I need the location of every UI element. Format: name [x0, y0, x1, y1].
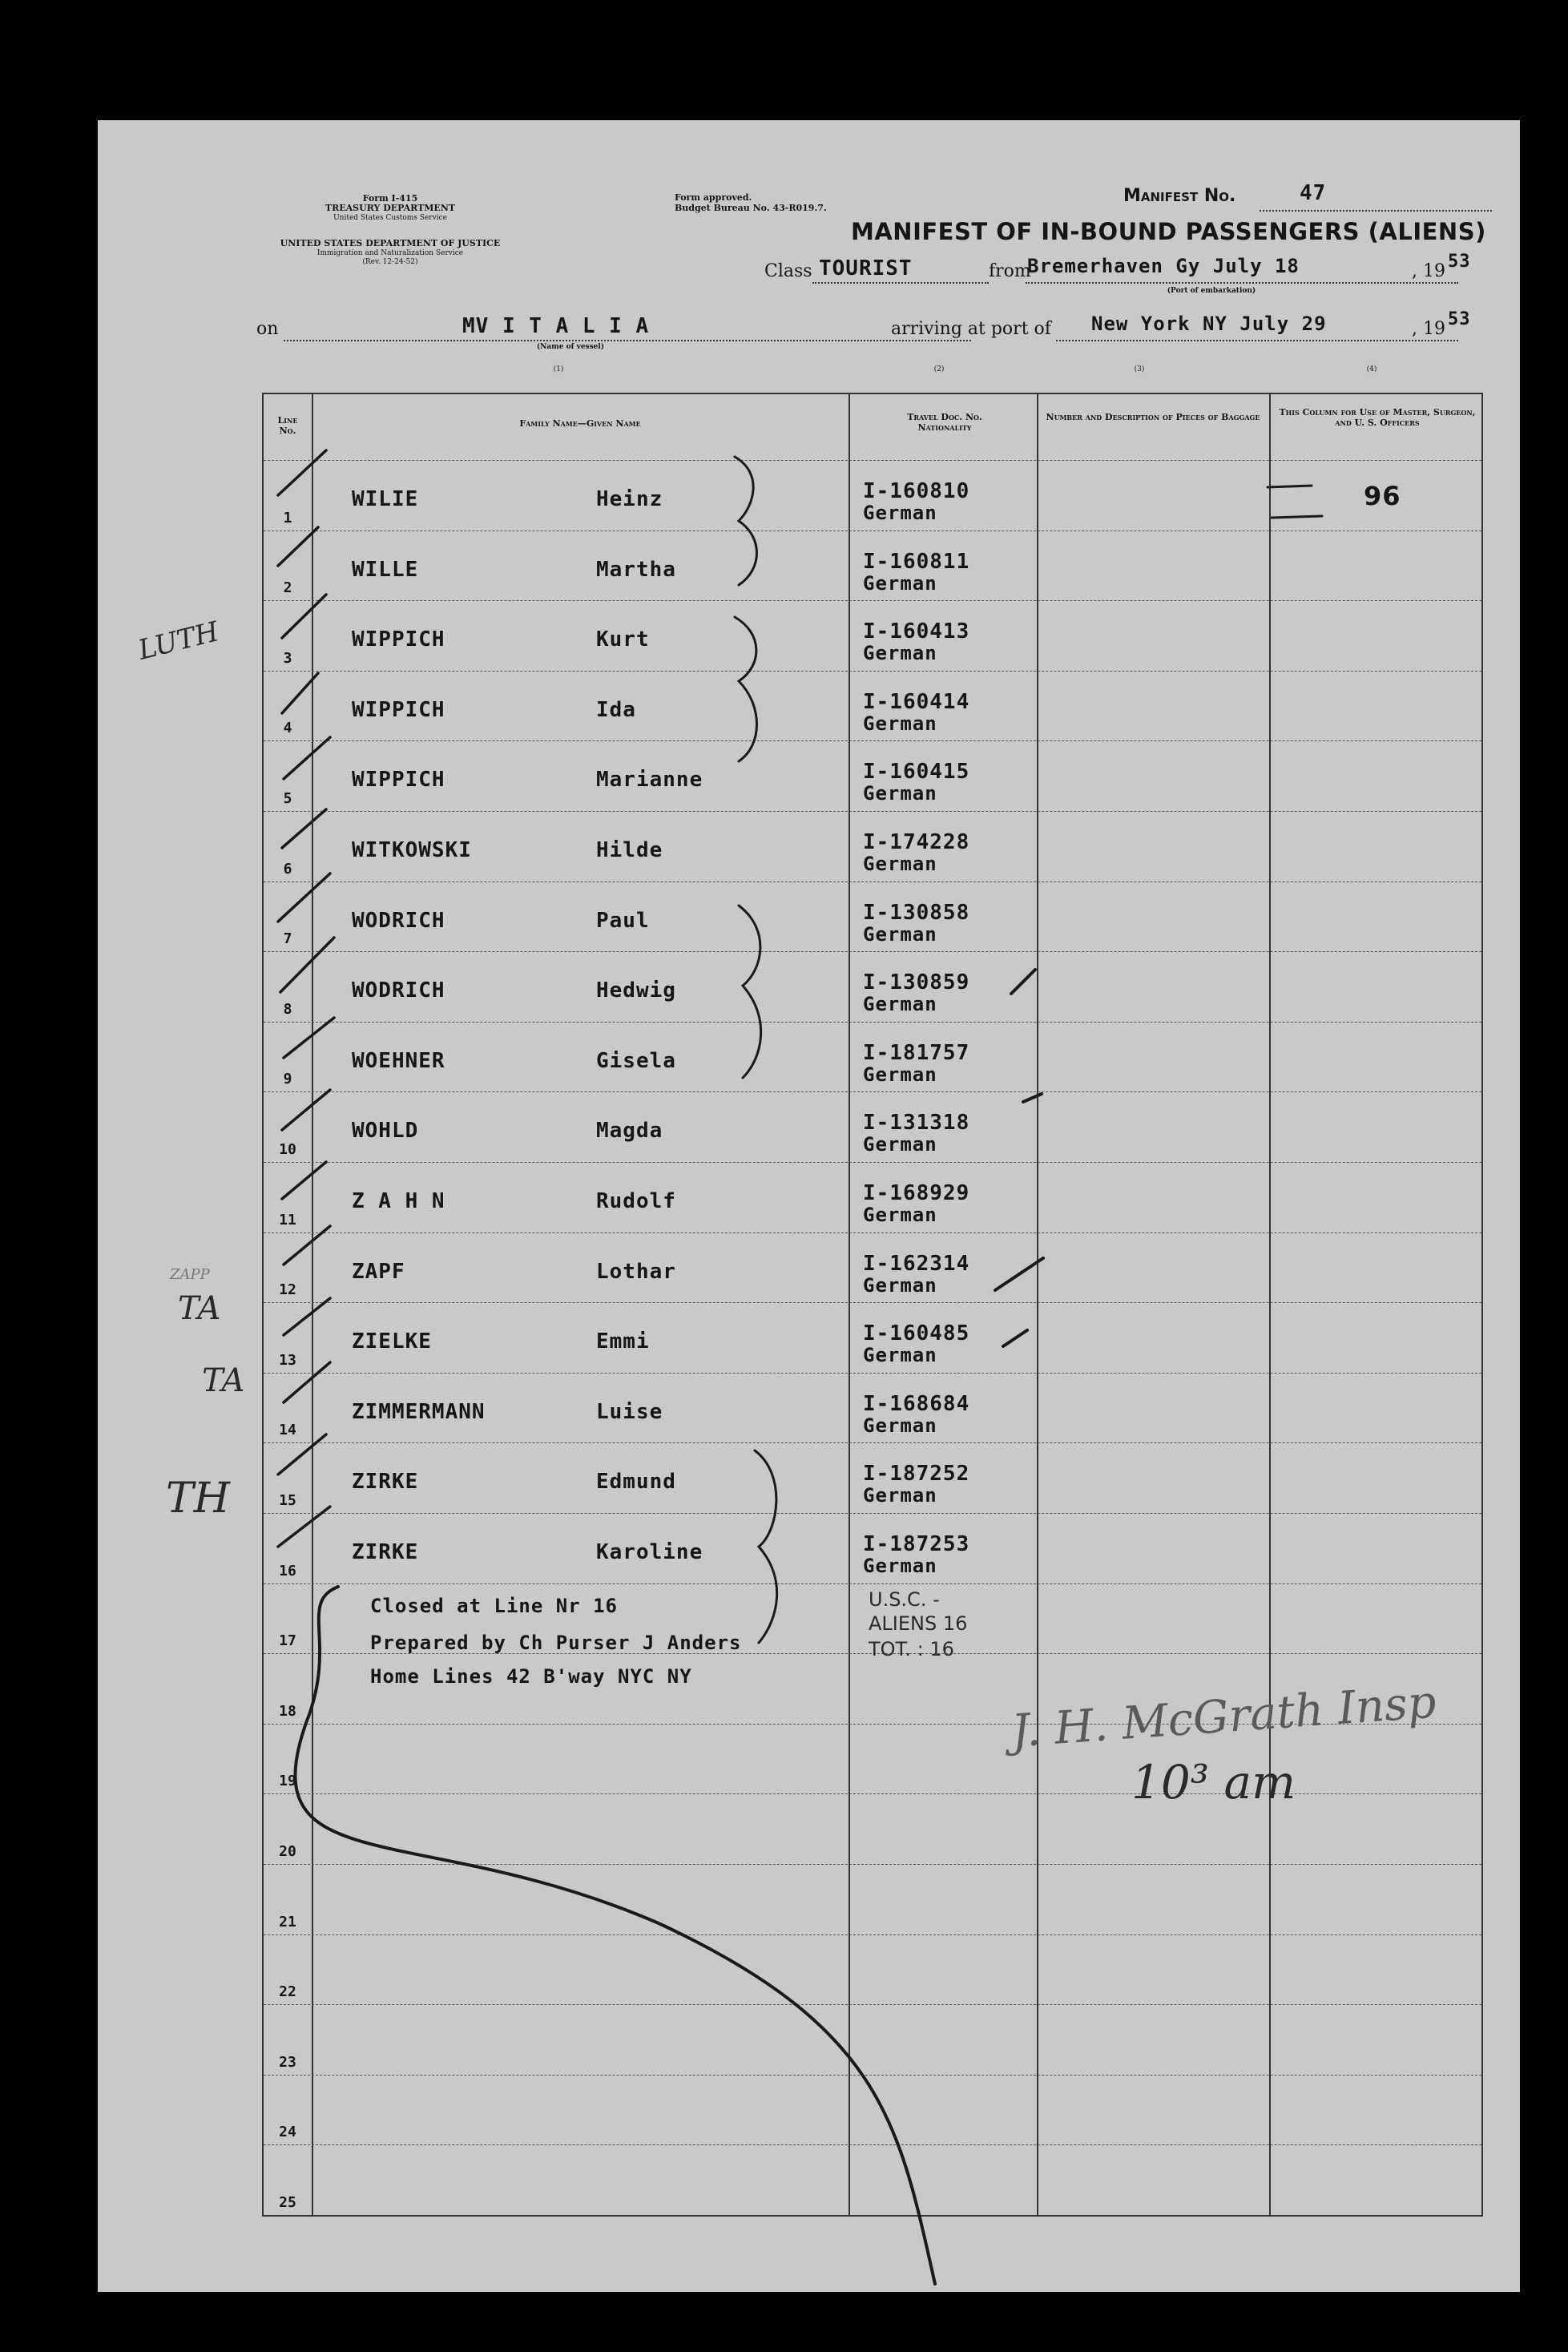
- time-note: 10³ am: [1131, 1755, 1296, 1809]
- margin-note-zapp: ZAPP: [170, 1266, 210, 1283]
- family-name: WIPPICH: [352, 768, 445, 793]
- budget-bureau: Budget Bureau No. 43-R019.7.: [675, 203, 827, 213]
- header-name: Family Name—Given Name: [519, 418, 641, 429]
- line-number: 20: [279, 1843, 296, 1860]
- column-number-2: (2): [933, 365, 945, 373]
- nationality: German: [863, 1133, 937, 1156]
- closing-line-3: Home Lines 42 B'way NYC NY: [370, 1665, 692, 1688]
- inspector-signature: J. H. McGrath Insp: [1010, 1676, 1438, 1758]
- nationality: German: [863, 922, 937, 946]
- travel-doc-number: I-162314: [863, 1251, 970, 1276]
- family-name: ZIMMERMANN: [352, 1399, 486, 1424]
- travel-doc-number: I-168684: [863, 1391, 970, 1416]
- header-travel-doc: Travel Doc. No. Nationality: [907, 412, 982, 433]
- given-name: Luise: [596, 1399, 663, 1424]
- handwritten-annotations: [98, 120, 1520, 2292]
- travel-doc-number: I-160414: [863, 689, 970, 714]
- line-number: 2: [283, 579, 292, 597]
- family-name: ZIRKE: [352, 1540, 419, 1564]
- treasury-department: TREASURY DEPARTMENT: [324, 203, 456, 213]
- officer-count: 96: [1364, 481, 1401, 511]
- revision: (Rev. 12-24-52): [362, 258, 418, 266]
- from-label: from: [989, 261, 1031, 281]
- on-label: on: [256, 319, 279, 339]
- margin-note-ta-2: TA: [202, 1362, 245, 1399]
- family-name: WIPPICH: [352, 627, 445, 652]
- travel-doc-number: I-174228: [863, 830, 970, 854]
- given-name: Paul: [596, 908, 650, 933]
- vessel-label: (Name of vessel): [536, 343, 605, 351]
- manifest-sheet: [98, 120, 1520, 2292]
- given-name: Marianne: [596, 768, 703, 793]
- line-number: 18: [279, 1702, 296, 1720]
- closing-line-2: Prepared by Ch Purser J Anders: [370, 1632, 742, 1654]
- travel-doc-number: I-130859: [863, 970, 970, 995]
- manifest-title: MANIFEST OF IN-BOUND PASSENGERS (ALIENS): [851, 218, 1486, 245]
- line-number: 11: [279, 1211, 296, 1228]
- line-number: 22: [279, 1983, 296, 2001]
- line-number: 21: [279, 1913, 296, 1930]
- family-name: WILLE: [352, 557, 419, 582]
- travel-doc-number: I-131318: [863, 1111, 970, 1136]
- given-name: Lothar: [596, 1259, 676, 1284]
- given-name: Martha: [596, 557, 676, 582]
- travel-doc-number: I-187253: [863, 1532, 970, 1556]
- travel-doc-number: I-160810: [863, 479, 970, 503]
- given-name: Kurt: [596, 627, 650, 652]
- form-number: Form I-415: [362, 193, 418, 204]
- nationality: German: [863, 1484, 937, 1507]
- line-number: 9: [283, 1071, 292, 1088]
- closing-line-1: Closed at Line Nr 16: [370, 1595, 618, 1617]
- margin-note-luth: LUTH: [135, 615, 223, 667]
- line-number: 4: [283, 720, 292, 737]
- given-name: Hedwig: [596, 978, 676, 1003]
- header-baggage: Number and Description of Pieces of Baggage: [1046, 412, 1260, 422]
- usc-note-3: TOT. : 16: [869, 1638, 954, 1660]
- nationality: German: [863, 712, 937, 735]
- line-number: 6: [283, 860, 292, 877]
- given-name: Gisela: [596, 1048, 676, 1073]
- line-number: 10: [279, 1141, 296, 1158]
- family-name: Z A H N: [352, 1189, 445, 1213]
- header-officers: This Column for Use of Master, Surgeon, and U. S. Officers: [1279, 407, 1476, 428]
- travel-doc-number: I-187252: [863, 1462, 970, 1487]
- travel-doc-number: I-160415: [863, 760, 970, 785]
- department-of-justice: UNITED STATES DEPARTMENT OF JUSTICE: [280, 238, 501, 248]
- year-2: 53: [1448, 309, 1471, 329]
- column-number-1: (1): [553, 365, 564, 373]
- margin-note-th: TH: [166, 1475, 231, 1523]
- port-of-embarkation-label: (Port of embarkation): [1167, 287, 1256, 295]
- margin-note-ta-1: TA: [178, 1290, 221, 1327]
- header-line-no: Line No.: [277, 415, 298, 436]
- form-approved: Form approved.: [675, 192, 752, 203]
- nationality: German: [863, 1204, 937, 1226]
- family-name: ZAPF: [352, 1259, 405, 1284]
- usc-note-1: U.S.C. -: [869, 1588, 940, 1611]
- family-name: WITKOWSKI: [352, 838, 472, 862]
- nationality: German: [863, 1414, 937, 1437]
- line-number: 5: [283, 790, 292, 807]
- nationality: German: [863, 782, 937, 805]
- nationality: German: [863, 1063, 937, 1086]
- nationality: German: [863, 1273, 937, 1297]
- given-name: Heinz: [596, 487, 663, 511]
- family-name: WILIE: [352, 487, 419, 511]
- class-value: TOURIST: [819, 256, 913, 280]
- line-number: 23: [279, 2053, 296, 2071]
- line-number: 8: [283, 1000, 292, 1018]
- family-name: WODRICH: [352, 908, 445, 933]
- line-number: 13: [279, 1351, 296, 1369]
- arriving-label: arriving at port of: [891, 319, 1051, 339]
- nationality: German: [863, 571, 937, 595]
- travel-doc-number: I-181757: [863, 1040, 970, 1065]
- family-name: ZIRKE: [352, 1470, 419, 1495]
- given-name: Ida: [596, 697, 636, 722]
- line-number: 19: [279, 1773, 296, 1790]
- given-name: Karoline: [596, 1540, 703, 1564]
- nationality: German: [863, 642, 937, 665]
- line-number: 1: [283, 509, 292, 526]
- nationality: German: [863, 1344, 937, 1367]
- nationality: German: [863, 853, 937, 875]
- year-prefix-1: , 19: [1412, 261, 1445, 281]
- arrival-value: New York NY July 29: [1091, 313, 1327, 335]
- given-name: Emmi: [596, 1329, 650, 1354]
- family-name: WOEHNER: [352, 1048, 445, 1073]
- year-prefix-2: , 19: [1412, 319, 1445, 339]
- manifest-number: 47: [1300, 181, 1327, 205]
- year-1: 53: [1448, 252, 1471, 272]
- travel-doc-number: I-160413: [863, 619, 970, 644]
- line-number: 3: [283, 649, 292, 667]
- travel-doc-number: I-130858: [863, 900, 970, 925]
- line-number: 7: [283, 930, 292, 948]
- nationality: German: [863, 502, 937, 524]
- given-name: Hilde: [596, 838, 663, 862]
- customs-service: United States Customs Service: [333, 214, 447, 222]
- family-name: WOHLD: [352, 1119, 419, 1144]
- line-number: 24: [279, 2124, 296, 2141]
- from-value: Bremerhaven Gy July 18: [1027, 255, 1300, 277]
- given-name: Rudolf: [596, 1189, 676, 1213]
- line-number: 17: [279, 1632, 296, 1650]
- line-number: 25: [279, 2194, 296, 2211]
- travel-doc-number: I-160811: [863, 549, 970, 574]
- family-name: WIPPICH: [352, 697, 445, 722]
- family-name: WODRICH: [352, 978, 445, 1003]
- family-name: ZIELKE: [352, 1329, 432, 1354]
- nationality: German: [863, 1555, 937, 1577]
- column-number-3: (3): [1134, 365, 1145, 373]
- given-name: Magda: [596, 1119, 663, 1144]
- travel-doc-number: I-168929: [863, 1181, 970, 1205]
- line-number: 12: [279, 1281, 296, 1299]
- line-number: 15: [279, 1492, 296, 1509]
- travel-doc-number: I-160485: [863, 1321, 970, 1346]
- vessel-name: MV I T A L I A: [462, 314, 650, 338]
- line-number: 14: [279, 1422, 296, 1439]
- line-number: 16: [279, 1562, 296, 1579]
- class-label: Class: [764, 261, 812, 281]
- ins-service: Immigration and Naturalization Service: [316, 249, 464, 257]
- manifest-label: Manifest No.: [1123, 186, 1236, 206]
- column-number-4: (4): [1366, 365, 1377, 373]
- nationality: German: [863, 993, 937, 1016]
- given-name: Edmund: [596, 1470, 676, 1495]
- usc-note-2: ALIENS 16: [869, 1612, 968, 1635]
